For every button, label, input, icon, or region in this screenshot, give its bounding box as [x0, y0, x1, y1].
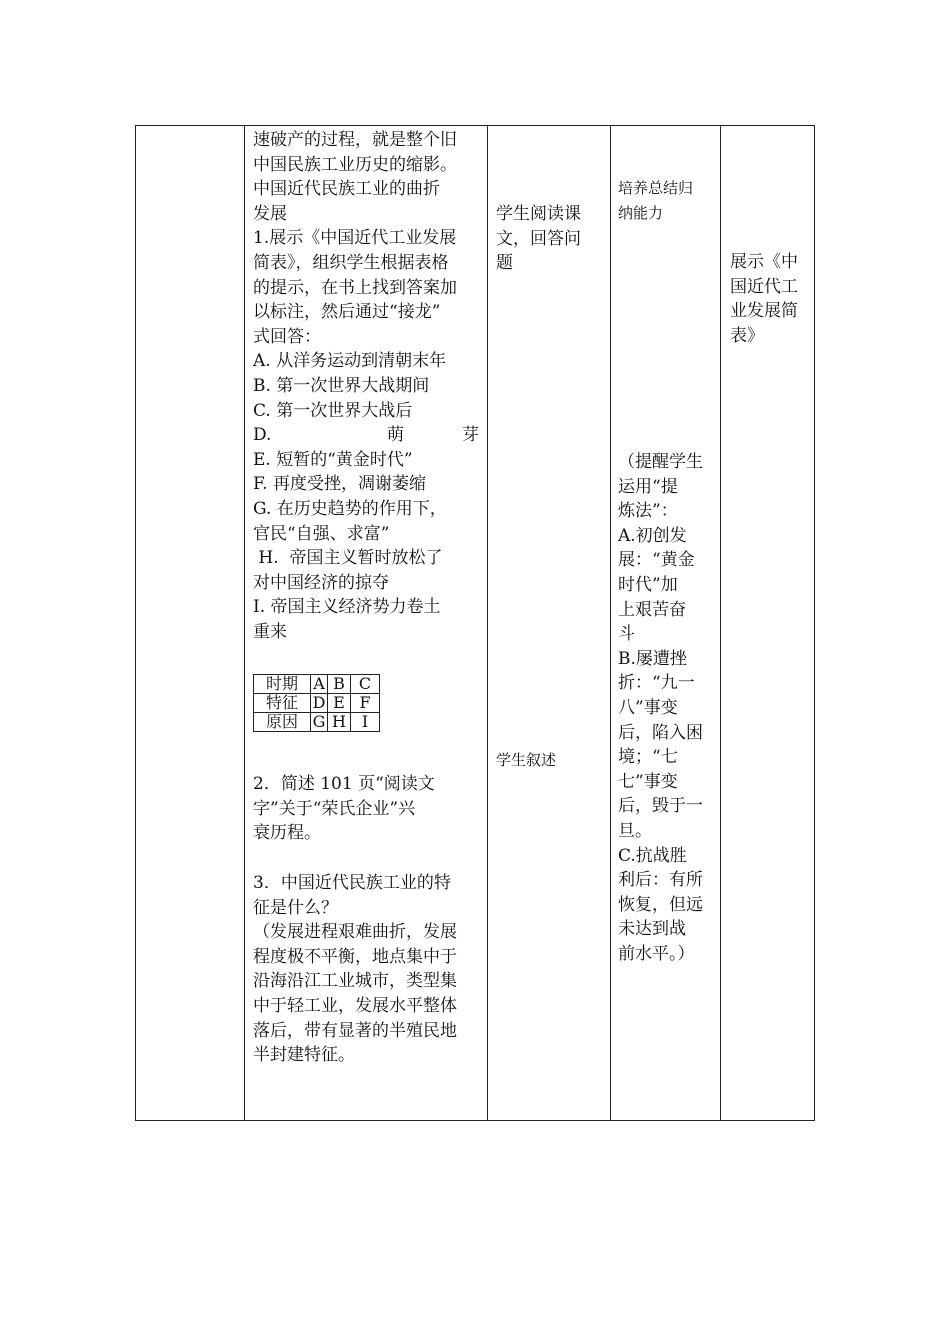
option-d: [253, 423, 479, 448]
summary-line: 运用“提: [618, 476, 678, 497]
table-row: [254, 675, 380, 694]
table-row: [254, 713, 380, 732]
content-line: 3．中国近代民族工业的特: [253, 873, 451, 893]
summary-line: 前水平。）: [618, 943, 695, 964]
summary-line: （提醒学生: [618, 452, 703, 472]
goal-line: 培养总结归: [618, 179, 694, 197]
option-i: I. 帝国主义经济势力卷土: [253, 597, 441, 618]
summary-line: 展：“黄金: [618, 550, 695, 571]
option-g: G. 在历史趋势的作用下，: [253, 498, 447, 519]
summary-line: 七”事变: [618, 771, 678, 792]
option-i-cont: 重来: [253, 621, 287, 642]
resource-line: 展示《中: [730, 252, 798, 272]
activity-line: 文，回答问: [496, 228, 581, 249]
table-cell: C: [351, 675, 380, 694]
option-h-cont: 对中国经济的掠夺: [253, 572, 389, 593]
content-line: 速破产的过程，就是整个旧: [253, 130, 457, 150]
cell-design-intent: [618, 176, 718, 225]
table-cell: G: [311, 713, 328, 732]
column-divider: [610, 126, 611, 1120]
lesson-plan-table: [135, 125, 815, 1121]
table-cell: E: [328, 694, 351, 713]
summary-line: 利后：有所: [618, 870, 703, 891]
cell-summary-notes: [618, 450, 718, 966]
resource-line: 表》: [730, 325, 764, 346]
question-3-block: [253, 871, 483, 1068]
development-summary-table: [253, 674, 380, 732]
summary-line: 旦。: [618, 820, 652, 841]
answer-line: 落后，带有显著的半殖民地: [253, 1020, 457, 1041]
answer-line: 半封建特征。: [253, 1045, 355, 1066]
summary-line: 炼法”：: [618, 501, 678, 522]
table-cell: D: [311, 694, 328, 713]
option-d-word2: 芽: [462, 425, 479, 446]
column-divider: [487, 126, 488, 1120]
content-line: 1.展示《中国近代工业发展: [253, 228, 457, 249]
cell-teaching-content: [253, 128, 479, 644]
summary-line: 折：“九一: [618, 673, 695, 694]
summary-line: 斗: [618, 624, 635, 645]
option-d-letter: D.: [253, 425, 272, 446]
answer-line: 中于轻工业，发展水平整体: [253, 995, 457, 1016]
content-line: 征是什么？: [253, 897, 338, 918]
summary-line: C.抗战胜: [618, 845, 687, 866]
answer-line: 程度极不平衡，地点集中于: [253, 946, 457, 967]
table-cell: F: [351, 694, 380, 713]
content-line: 中国民族工业历史的缩影。: [253, 154, 457, 175]
resource-line: 国近代工: [730, 276, 798, 297]
summary-line: B.屡遭挫: [618, 648, 687, 669]
goal-line: 纳能力: [618, 203, 664, 222]
activity-line: 学生阅读课: [496, 204, 581, 224]
row-label: 特征: [254, 694, 311, 713]
summary-line: 八”事变: [618, 697, 678, 718]
option-d-word1: 萌: [387, 425, 404, 446]
table-cell: B: [328, 675, 351, 694]
table-cell: A: [311, 675, 328, 694]
table-cell: H: [328, 713, 351, 732]
option-f: F. 再度受挫，凋谢萎缩: [253, 474, 426, 495]
summary-line: 恢复，但远: [618, 894, 703, 915]
summary-line: 境；“七: [618, 747, 678, 768]
row-label: 原因: [254, 713, 311, 732]
summary-line: 后，毁于一: [618, 796, 703, 817]
content-line: 2．简述 101 页“阅读文: [253, 774, 435, 794]
option-c: C. 第一次世界大战后: [253, 400, 413, 421]
section-heading: 中国近代民族工业的曲折: [253, 179, 440, 200]
cell-student-activity: [496, 202, 608, 276]
table-row: [254, 694, 380, 713]
content-line: 衰历程。: [253, 823, 321, 844]
summary-line: 上艰苦奋: [618, 599, 686, 620]
column-divider: [720, 126, 721, 1120]
option-e: E. 短暂的“黄金时代”: [253, 449, 413, 470]
content-line: 字”关于“荣氏企业”兴: [253, 798, 416, 819]
answer-line: 沿海沿江工业城市，类型集: [253, 971, 457, 992]
content-line: 简表》，组织学生根据表格: [253, 252, 449, 273]
activity-line: 学生叙述: [496, 751, 557, 769]
section-heading: 发展: [253, 203, 287, 224]
column-divider: [244, 126, 245, 1120]
summary-line: 时代”加: [618, 574, 678, 595]
content-line: 式回答：: [253, 326, 321, 347]
cell-stage: [136, 126, 244, 1120]
option-a: A. 从洋务运动到清朝末年: [253, 351, 447, 372]
activity-line: 题: [496, 253, 513, 274]
summary-line: 未达到战: [618, 919, 686, 940]
option-g-cont: 官民“自强、求富”: [253, 523, 390, 544]
resource-line: 业发展简: [730, 301, 798, 322]
option-h: H. 帝国主义暂时放松了: [253, 548, 443, 569]
content-line: 以标注，然后通过“接龙”: [253, 302, 441, 323]
summary-line: A.初创发: [618, 525, 687, 546]
cell-student-activity-2: [496, 748, 608, 773]
option-b: B. 第一次世界大战期间: [253, 375, 430, 396]
content-line: 的提示，在书上找到答案加: [253, 277, 457, 298]
question-2-block: [253, 772, 483, 846]
row-label: 时期: [254, 675, 311, 694]
cell-teaching-resource: [730, 250, 814, 348]
summary-line: 后，陷入困: [618, 722, 703, 743]
answer-line: （发展进程艰难曲折，发展: [253, 922, 457, 943]
table-cell: I: [351, 713, 380, 732]
